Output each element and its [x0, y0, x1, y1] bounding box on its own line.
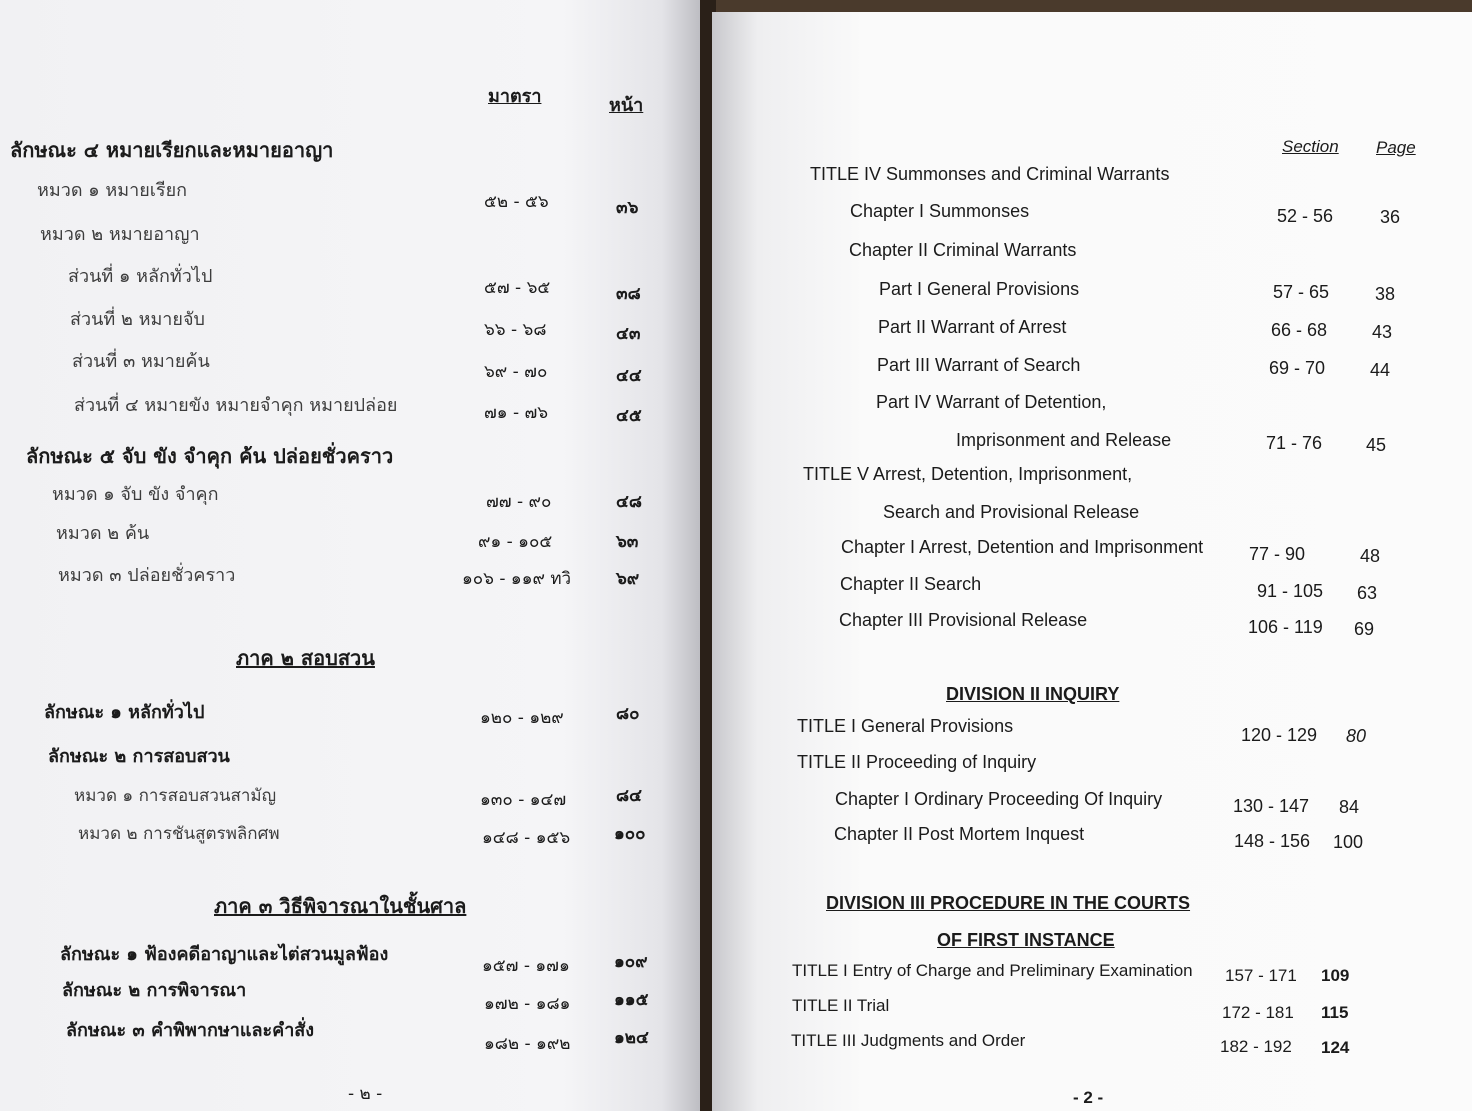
- page-number: 63: [1357, 583, 1378, 603]
- division-heading: ภาค ๓ วิธีพิจารณาในชั้นศาล: [214, 894, 467, 918]
- section-range: 57 - 65: [1273, 282, 1330, 302]
- section-range: 172 - 181: [1222, 1003, 1294, 1022]
- page-number: 84: [1339, 797, 1360, 817]
- section-range: ๖๙ - ๗๐: [484, 362, 548, 382]
- chapter-label: หมวด ๑ หมายเรียก: [37, 180, 188, 201]
- section-range: 148 - 156: [1234, 831, 1311, 851]
- title-heading: TITLE I Entry of Charge and Preliminary Examination: [792, 961, 1193, 980]
- page-number: ๑๐๙: [614, 952, 648, 972]
- title-heading: TITLE III Judgments and Order: [791, 1031, 1026, 1050]
- title-heading: ลักษณะ ๑ หลักทั่วไป: [44, 702, 205, 723]
- english-contents-page: [712, 12, 1472, 1111]
- part-label-continued: Imprisonment and Release: [956, 430, 1172, 450]
- chapter-label: Chapter I Arrest, Detention and Imprisonment: [841, 537, 1204, 557]
- section-range: ๗๑ - ๗๖: [484, 403, 549, 423]
- thai-contents-page: [0, 0, 704, 1111]
- section-range: ๑๗๒ - ๑๘๑: [484, 994, 571, 1014]
- section-range: ๑๐๖ - ๑๑๙ ทวิ: [462, 569, 572, 589]
- section-range: ๙๑ - ๑๐๕: [478, 532, 553, 552]
- title-heading: ลักษณะ ๕ จับ ขัง จำคุก ค้น ปล่อยชั่วคราว: [26, 444, 394, 468]
- title-heading: TITLE IV Summonses and Criminal Warrants: [810, 164, 1170, 184]
- page-number: 36: [1380, 207, 1401, 227]
- page-number: 100: [1333, 832, 1364, 852]
- title-heading: TITLE II Proceeding of Inquiry: [797, 752, 1037, 772]
- title-heading: TITLE II Trial: [792, 996, 890, 1015]
- section-range: ๑๒๐ - ๑๒๙: [480, 708, 564, 728]
- title-heading: TITLE V Arrest, Detention, Imprisonment,: [803, 464, 1133, 484]
- page-number: ๔๕: [616, 406, 642, 426]
- title-heading: ลักษณะ ๔ หมายเรียกและหมายอาญา: [10, 138, 334, 162]
- page-number: ๔๔: [616, 366, 642, 386]
- section-range: ๗๗ - ๙๐: [486, 492, 552, 512]
- page-number: ๘๐: [616, 704, 640, 724]
- title-heading: ลักษณะ ๒ การสอบสวน: [48, 746, 230, 767]
- title-heading-continued: Search and Provisional Release: [883, 502, 1140, 522]
- page-number: 124: [1321, 1038, 1350, 1057]
- chapter-label: หมวด ๓ ปล่อยชั่วคราว: [58, 565, 236, 586]
- section-range: ๕๒ - ๕๖: [484, 192, 549, 212]
- division-heading: ภาค ๒ สอบสวน: [236, 646, 375, 670]
- page-footer-number: - ๒ -: [348, 1084, 383, 1104]
- section-range: ๕๗ - ๖๕: [484, 278, 551, 298]
- section-range: 71 - 76: [1266, 433, 1323, 453]
- page-footer-number: - 2 -: [1073, 1088, 1104, 1107]
- chapter-label: Chapter II Post Mortem Inquest: [834, 824, 1085, 844]
- page-number: 44: [1370, 360, 1391, 380]
- section-column-header: มาตรา: [488, 86, 542, 107]
- chapter-label: หมวด ๒ การชันสูตรพลิกศพ: [78, 824, 280, 844]
- title-heading: ลักษณะ ๒ การพิจารณา: [62, 980, 247, 1001]
- page-number: 48: [1360, 546, 1381, 566]
- page-number: ๔๘: [616, 492, 642, 512]
- chapter-label: Chapter I Ordinary Proceeding Of Inquiry: [835, 789, 1163, 809]
- section-range: ๑๓๐ - ๑๔๗: [480, 790, 567, 810]
- section-range: 130 - 147: [1233, 796, 1310, 816]
- chapter-label: Chapter II Criminal Warrants: [849, 240, 1077, 260]
- division-heading-continued: OF FIRST INSTANCE: [937, 930, 1115, 950]
- chapter-label: หมวด ๒ หมายอาญา: [40, 224, 200, 245]
- title-heading: ลักษณะ ๓ คำพิพากษาและคำสั่ง: [66, 1020, 315, 1041]
- division-heading: DIVISION II INQUIRY: [946, 684, 1120, 704]
- chapter-label: Chapter III Provisional Release: [839, 610, 1088, 630]
- section-range: ๑๕๗ - ๑๗๑: [482, 956, 570, 976]
- title-heading: TITLE I General Provisions: [797, 716, 1014, 736]
- page-number: 38: [1375, 284, 1396, 304]
- page-number: 109: [1321, 966, 1350, 985]
- page-number: ๔๓: [616, 324, 641, 344]
- section-range: 157 - 171: [1225, 966, 1297, 985]
- part-label: Part IV Warrant of Detention,: [876, 392, 1107, 412]
- section-range: ๑๘๒ - ๑๙๒: [484, 1034, 571, 1054]
- title-heading: ลักษณะ ๑ ฟ้องคดีอาญาและไต่สวนมูลฟ้อง: [60, 944, 389, 965]
- section-column-header: Section: [1282, 137, 1339, 156]
- page-number: 45: [1366, 435, 1387, 455]
- page-column-header: Page: [1376, 138, 1416, 157]
- page-number: ๓๘: [616, 284, 641, 304]
- page-number: 43: [1372, 322, 1393, 342]
- section-range: 106 - 119: [1248, 617, 1323, 637]
- chapter-label: Chapter II Search: [840, 574, 982, 594]
- part-label: ส่วนที่ ๓ หมายค้น: [72, 351, 210, 372]
- chapter-label: หมวด ๑ จับ ขัง จำคุก: [52, 484, 219, 505]
- page-number: ๑๒๔: [614, 1028, 649, 1048]
- page-number: 80: [1346, 726, 1367, 746]
- chapter-label: Chapter I Summonses: [850, 201, 1030, 221]
- page-number: ๖๓: [616, 532, 639, 552]
- page-number: 69: [1354, 619, 1375, 639]
- section-range: 120 - 129: [1241, 725, 1318, 745]
- division-heading: DIVISION III PROCEDURE IN THE COURTS: [826, 893, 1191, 913]
- part-label: Part III Warrant of Search: [877, 355, 1081, 375]
- chapter-label: หมวด ๑ การสอบสวนสามัญ: [74, 786, 277, 806]
- section-range: 182 - 192: [1220, 1037, 1292, 1056]
- page-number: ๑๑๕: [614, 990, 649, 1010]
- section-range: ๑๔๘ - ๑๕๖: [482, 828, 571, 848]
- page-number: ๘๔: [616, 786, 642, 806]
- page-column-header: หน้า: [609, 95, 644, 116]
- page-number: ๓๖: [616, 198, 639, 218]
- section-range: 69 - 70: [1269, 358, 1326, 378]
- part-label: Part I General Provisions: [879, 279, 1080, 299]
- section-range: 52 - 56: [1277, 206, 1334, 226]
- page-number: 115: [1321, 1003, 1349, 1022]
- section-range: 66 - 68: [1271, 320, 1328, 340]
- part-label: ส่วนที่ ๒ หมายจับ: [70, 309, 205, 330]
- section-range: ๖๖ - ๖๘: [484, 320, 547, 340]
- part-label: Part II Warrant of Arrest: [878, 317, 1067, 337]
- section-range: 77 - 90: [1249, 544, 1306, 564]
- page-number: ๑๐๐: [614, 824, 646, 844]
- section-range: 91 - 105: [1257, 581, 1324, 601]
- page-number: ๖๙: [616, 569, 640, 589]
- part-label: ส่วนที่ ๔ หมายขัง หมายจำคุก หมายปล่อย: [74, 395, 398, 416]
- chapter-label: หมวด ๒ ค้น: [56, 523, 150, 544]
- part-label: ส่วนที่ ๑ หลักทั่วไป: [68, 266, 213, 287]
